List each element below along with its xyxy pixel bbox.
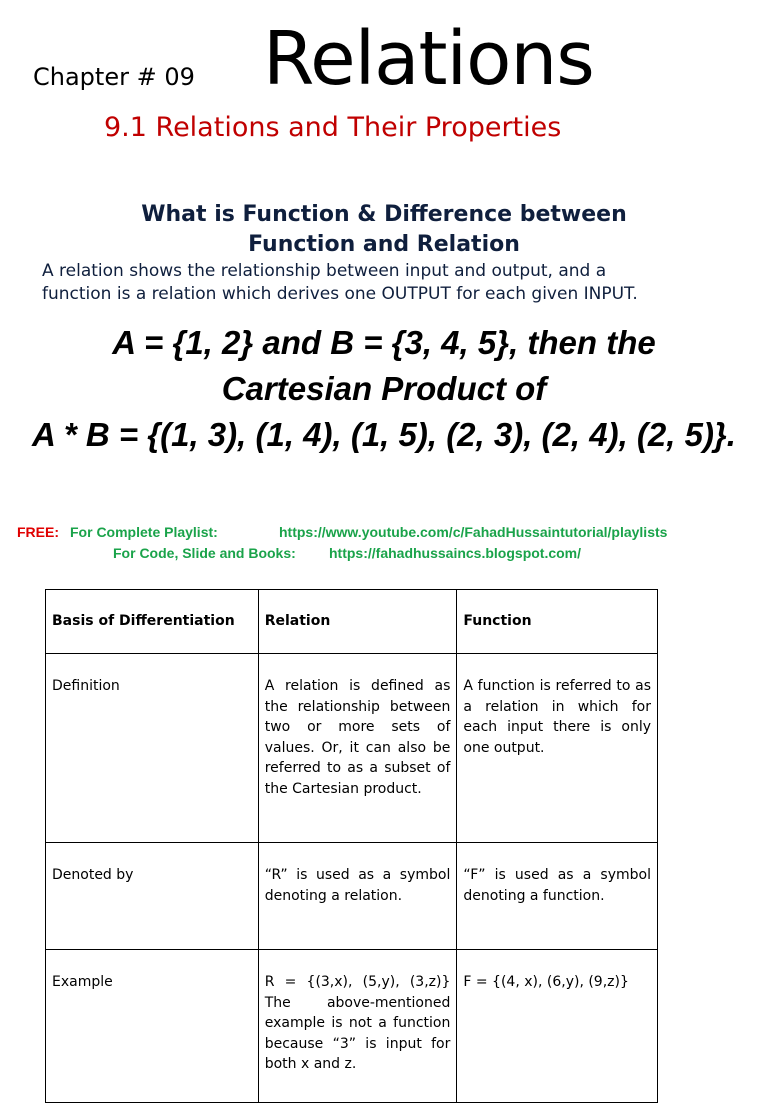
table-row <box>46 843 658 950</box>
section-subtitle: 9.1 Relations and Their Properties <box>104 112 562 143</box>
heading-line-2: Function and Relation <box>248 232 520 257</box>
row-label-denoted: Denoted by <box>46 843 259 950</box>
row-label-example: Example <box>46 950 259 1103</box>
blog-link[interactable]: https://fahadhussaincs.blogspot.com/ <box>329 545 582 561</box>
page-title: Relations <box>263 16 594 102</box>
cartesian-line-2: Cartesian Product of <box>221 370 547 407</box>
playlist-label: For Complete Playlist: <box>70 524 218 540</box>
row-label-definition: Definition <box>46 654 259 843</box>
cartesian-example <box>0 320 768 458</box>
intro-line-1: A relation shows the relationship between input and output, and a <box>42 261 607 281</box>
table-row <box>46 950 658 1103</box>
function-example: F = {(4, x), (6,y), (9,z)} <box>457 950 658 1103</box>
cartesian-line-3: A * B = {(1, 3), (1, 4), (1, 5), (2, 3), (2, 4), (2, 5)}. <box>32 416 736 453</box>
chapter-number: Chapter # 09 <box>33 63 195 91</box>
intro-paragraph <box>42 260 742 306</box>
heading-line-1: What is Function & Difference between <box>141 202 627 227</box>
table-row <box>46 654 658 843</box>
table-header-row <box>46 590 658 654</box>
playlist-link[interactable]: https://www.youtube.com/c/FahadHussaintutorial/playlists <box>279 524 668 540</box>
function-definition: A function is referred to as a relation in which for each input there is only one output. <box>457 654 658 843</box>
code-label: For Code, Slide and Books: <box>113 545 296 561</box>
section-heading <box>0 200 768 260</box>
comparison-table <box>45 589 658 1103</box>
header-cell-basis: Basis of Differentiation <box>46 590 259 654</box>
relation-definition: A relation is defined as the relationship between two or more sets of values. Or, it can also be referred to as a subset of the Cartesian product. <box>258 654 457 843</box>
cartesian-line-1: A = {1, 2} and B = {3, 4, 5}, then the <box>112 324 656 361</box>
header-cell-function: Function <box>457 590 658 654</box>
relation-example: R = {(3,x), (5,y), (3,z)} The above-mentioned example is not a function because “3” is input for both x and z. <box>258 950 457 1103</box>
header-cell-relation: Relation <box>258 590 457 654</box>
relation-symbol: “R” is used as a symbol denoting a relation. <box>258 843 457 950</box>
function-symbol: “F” is used as a symbol denoting a function. <box>457 843 658 950</box>
intro-line-2: function is a relation which derives one OUTPUT for each given INPUT. <box>42 284 638 304</box>
free-label: FREE: <box>17 524 59 540</box>
